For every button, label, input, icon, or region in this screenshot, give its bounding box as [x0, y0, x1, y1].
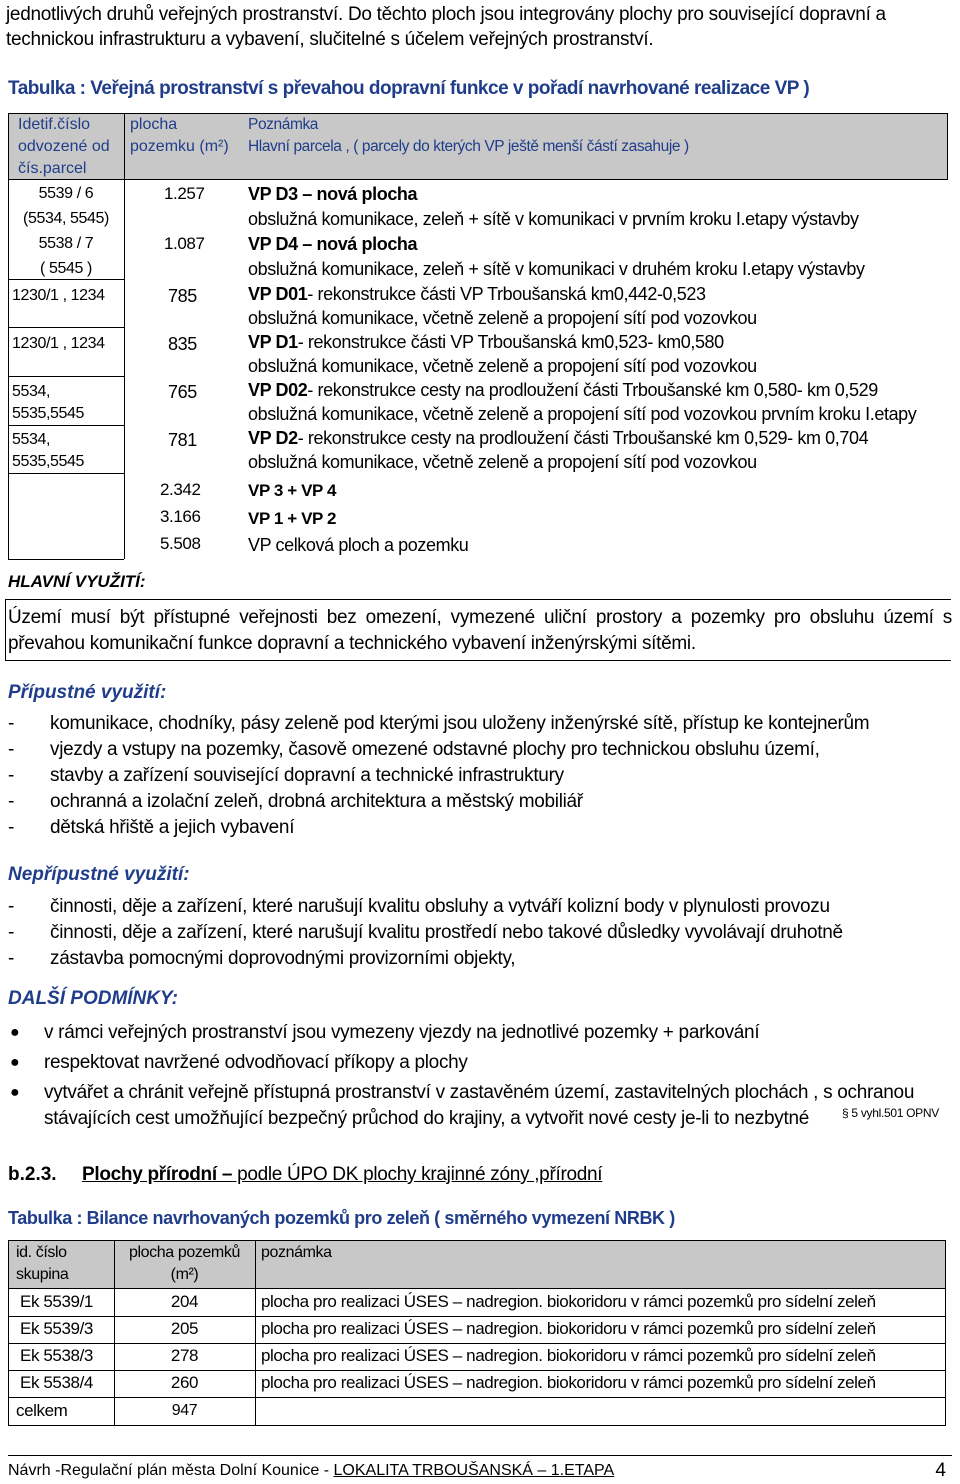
list-item-text: činnosti, děje a zařízení, které narušují kvalitu obsluhy a vytváří kolizní body v plynulosti provozu [50, 896, 830, 917]
sum-label: VP celková ploch a pozemku [248, 535, 469, 555]
note-rest: - rekonstrukce cesty na prodloužení části Trboušanské km 0,529- km 0,704 [297, 428, 869, 448]
note-head: VP D4 – nová plocha [248, 234, 418, 254]
note-head: VP D01 [248, 284, 308, 304]
list-item [0, 1020, 960, 1050]
header-line: plocha [130, 116, 178, 133]
table2-header-area [114, 1242, 255, 1286]
table1-row-id: 1230/1 , 1234 [12, 335, 105, 352]
table2-row-area: 260 [170, 1373, 199, 1392]
id-line: ( 5545 ) [40, 260, 92, 277]
list-item [0, 763, 960, 789]
table1-header-id [18, 114, 110, 180]
footer-divider [8, 1455, 952, 1456]
list-item-text: zástavba pomocnými doprovodnými provizorními objekty, [50, 948, 516, 969]
list-item [0, 1050, 960, 1080]
section-title: Plochy přírodní – [82, 1164, 233, 1185]
table1-row-note [248, 233, 865, 280]
table2-row-area: 278 [170, 1346, 199, 1365]
table2-border [8, 1240, 946, 1241]
sum-label: VP 3 + VP 4 [248, 481, 337, 500]
id-line: (5534, 5545) [23, 210, 109, 227]
table1-row-note [248, 379, 916, 425]
permitted-heading: Přípustné využití: [8, 682, 167, 703]
table1-row-id [8, 233, 124, 280]
note-head: VP D1 [248, 332, 298, 352]
list-item [0, 737, 960, 763]
table2-border [8, 1343, 946, 1344]
permitted-list [0, 711, 960, 841]
list-item-text: stavby a zařízení související dopravní a technické infrastruktury [50, 765, 564, 786]
table1-row-area: 785 [168, 286, 197, 306]
table1-border [8, 425, 124, 426]
table1-title: Tabulka : Veřejná prostranství s převahou dopravní funkce v pořadí navrhované realizace VP ) [8, 78, 810, 99]
id-line: 5535,5545 [12, 405, 85, 422]
list-item-text: respektovat navržené odvodňovací příkopy a plochy [44, 1052, 468, 1073]
list-item-text: ochranná a izolační zeleň, drobná architektura a městský mobiliář [50, 791, 583, 812]
forbidden-list [0, 894, 960, 972]
list-item-text: vytvářet a chránit veřejně přístupná prostranství v zastavěném území, zastavitelných plochách , s ochranou [44, 1082, 915, 1103]
list-item [0, 789, 960, 815]
table2-row-id: Ek 5538/4 [20, 1373, 93, 1392]
table1-row-note [248, 183, 859, 230]
table2-border [945, 1240, 946, 1426]
sum-area: 5.508 [160, 534, 201, 553]
table2-row-area: 947 [171, 1402, 198, 1419]
list-item [0, 815, 960, 841]
footer [8, 1462, 614, 1480]
header-line: plocha pozemků [129, 1244, 240, 1261]
table2-row-id: Ek 5539/1 [20, 1292, 93, 1311]
header-line: Idetif.číslo [18, 116, 91, 133]
conditions-heading: DALŠÍ PODMÍNKY: [8, 988, 178, 1009]
main-use-text: Území musí být přístupné veřejnosti bez omezení, vymezené uliční prostory a pozemky pro obsluhu území s převahou komunikační funkce dopravní a technického vybavení inženýrskými sítěmi. [8, 607, 952, 654]
header-line: id. číslo [16, 1244, 67, 1261]
table2-border [255, 1240, 256, 1426]
table1-header-area [130, 114, 229, 158]
table1-border [8, 473, 124, 474]
dash-icon: - [8, 817, 15, 838]
table1-border [8, 327, 124, 328]
note-text: obslužná komunikace, včetně zeleně a propojení sítí pod vozovkou [248, 308, 757, 328]
sum-label: VP 1 + VP 2 [248, 509, 337, 528]
table1-row-area: 765 [168, 382, 197, 402]
list-item [0, 946, 960, 972]
note-head: VP D2 [248, 428, 298, 448]
intro-paragraph: jednotlivých druhů veřejných prostranství. Do těchto ploch jsou integrovány plochy pro související dopravní a technickou infrastrukturu a vybavení, slučitelné s účelem veřejných prostranství. [6, 4, 886, 50]
header-line: pozemku (m²) [130, 138, 229, 155]
note-rest: - rekonstrukce části VP Trboušanská km0,442-0,523 [307, 284, 706, 304]
table2-border [8, 1288, 946, 1289]
table2-title: Tabulka : Bilance navrhovaných pozemků pro zeleň ( směrného vymezení NRBK ) [8, 1208, 675, 1228]
note-rest: - rekonstrukce části VP Trboušanská km0,523- km0,580 [297, 332, 724, 352]
table1-row-area: 1.087 [164, 234, 205, 253]
table1-row-area: 781 [168, 430, 197, 450]
table2-border [8, 1240, 9, 1426]
list-item [0, 711, 960, 737]
list-item [0, 894, 960, 920]
list-item-text: dětská hřiště a jejich vybavení [50, 817, 295, 838]
id-line: 5539 / 6 [38, 185, 94, 202]
list-item-text: komunikace, chodníky, pásy zeleně pod kterými jsou uloženy inženýrské sítě, přístup ke kontejnerům [50, 713, 870, 734]
footnote-superscript: § 5 vyhl.501 OPNV [842, 1106, 939, 1120]
table2-border [8, 1316, 946, 1317]
note-text: obslužná komunikace, včetně zeleně a propojení sítí pod vozovkou [248, 356, 757, 376]
bullet-icon: ● [10, 1024, 20, 1041]
table2-row-note: plocha pro realizaci ÚSES – nadregion. biokoridoru v rámci pozemků pro sídelní zeleň [261, 1373, 876, 1392]
table2-header-note: poznámka [261, 1244, 332, 1261]
table1-row-note [248, 427, 868, 473]
footer-text: Návrh -Regulační plán města Dolní Kounice - [8, 1462, 334, 1479]
table2-row-area: 204 [170, 1292, 199, 1311]
conditions-list [0, 1020, 960, 1132]
note-text: obslužná komunikace, zeleň + sítě v komunikaci v druhém kroku I.etapy výstavby [248, 259, 865, 279]
table1-row-area: 835 [168, 334, 197, 354]
forbidden-heading: Nepřípustné využití: [8, 864, 190, 885]
table2-border [8, 1425, 946, 1426]
dash-icon: - [8, 896, 15, 917]
list-item-text: v rámci veřejných prostranství jsou vymezeny vjezdy na jednotlivé pozemky + parkování [44, 1022, 760, 1043]
list-item-continued [0, 1106, 960, 1132]
footer-location: LOKALITA TRBOUŠANSKÁ – 1.ETAPA [333, 1462, 615, 1479]
sum-area: 3.166 [160, 507, 201, 526]
table2-row-area: 205 [170, 1319, 199, 1338]
bullet-icon: ● [10, 1084, 20, 1101]
dash-icon: - [8, 713, 15, 734]
page-number: 4 [935, 1460, 946, 1481]
note-head: VP D02 [248, 380, 308, 400]
table1-border [8, 179, 948, 180]
list-item-text: stávajících cest umožňující bezpečný průchod do krajiny, a vytvořit nové cesty je-li to nezbytné [44, 1108, 810, 1129]
table1-row-area: 1.257 [164, 184, 205, 203]
note-text: obslužná komunikace, zeleň + sítě v komunikaci v prvním kroku I.etapy výstavby [248, 209, 859, 229]
table2-row-note: plocha pro realizaci ÚSES – nadregion. biokoridoru v rámci pozemků pro sídelní zeleň [261, 1319, 876, 1338]
dash-icon: - [8, 948, 15, 969]
bullet-icon: ● [10, 1054, 20, 1071]
table1-row-id [12, 381, 84, 425]
header-line: Poznámka [248, 116, 319, 133]
table1-border [947, 113, 948, 179]
table1-row-note [248, 283, 757, 329]
table1-row-id [8, 183, 124, 230]
header-line: odvozené od [18, 138, 110, 155]
list-item-text: činnosti, děje a zařízení, které narušují kvalitu prostředí nebo takové důsledky vyvolávají druhotně [50, 922, 843, 943]
table2-row-note: plocha pro realizaci ÚSES – nadregion. biokoridoru v rámci pozemků pro sídelní zeleň [261, 1346, 876, 1365]
list-item [0, 920, 960, 946]
table2-row-id: Ek 5539/3 [20, 1319, 93, 1338]
note-rest: - rekonstrukce cesty na prodloužení části Trboušanské km 0,580- km 0,529 [307, 380, 878, 400]
section-heading [82, 1164, 602, 1186]
dash-icon: - [8, 739, 15, 760]
dash-icon: - [8, 922, 15, 943]
table2-border [8, 1370, 946, 1371]
list-item-text: vjezdy a vstupy na pozemky, časově omezené odstavné plochy pro technickou obsluhu území, [50, 739, 820, 760]
header-line: (m²) [170, 1266, 199, 1283]
header-line: skupina [16, 1266, 69, 1283]
section-title-rest: podle ÚPO DK plochy krajinné zóny ,přírodní [232, 1164, 603, 1185]
note-text: obslužná komunikace, včetně zeleně a propojení sítí pod vozovkou prvním kroku I.etapy [248, 404, 917, 424]
table1-row-note [248, 331, 757, 377]
sum-area: 2.342 [160, 480, 201, 499]
id-line: 5535,5545 [12, 453, 85, 470]
note-text: obslužná komunikace, včetně zeleně a propojení sítí pod vozovkou [248, 452, 757, 472]
dash-icon: - [8, 791, 15, 812]
table1-row-id: 1230/1 , 1234 [12, 287, 105, 304]
header-line: čís.parcel [18, 160, 87, 177]
table2-header-id [16, 1242, 68, 1286]
table1-header-note [248, 114, 689, 158]
table2-border [8, 1397, 946, 1398]
main-use-heading: HLAVNÍ VYUŽITÍ: [8, 572, 146, 591]
table1-border [8, 376, 124, 377]
table2-row-note: plocha pro realizaci ÚSES – nadregion. biokoridoru v rámci pozemků pro sídelní zeleň [261, 1292, 876, 1311]
dash-icon: - [8, 765, 15, 786]
table2-row-id: celkem [16, 1401, 68, 1420]
table1-row-id [12, 429, 84, 473]
table2-row-id: Ek 5538/3 [20, 1346, 93, 1365]
table1-border [8, 559, 124, 560]
id-line: 5538 / 7 [38, 235, 94, 252]
id-line: 5534, [12, 431, 51, 448]
table2 [8, 1240, 946, 1426]
header-line: Hlavní parcela , ( parcely do kterých VP ještě menší částí zasahuje ) [248, 138, 689, 155]
section-number: b.2.3. [8, 1164, 57, 1185]
note-head: VP D3 – nová plocha [248, 184, 418, 204]
id-line: 5534, [12, 383, 51, 400]
list-item [0, 1080, 960, 1106]
